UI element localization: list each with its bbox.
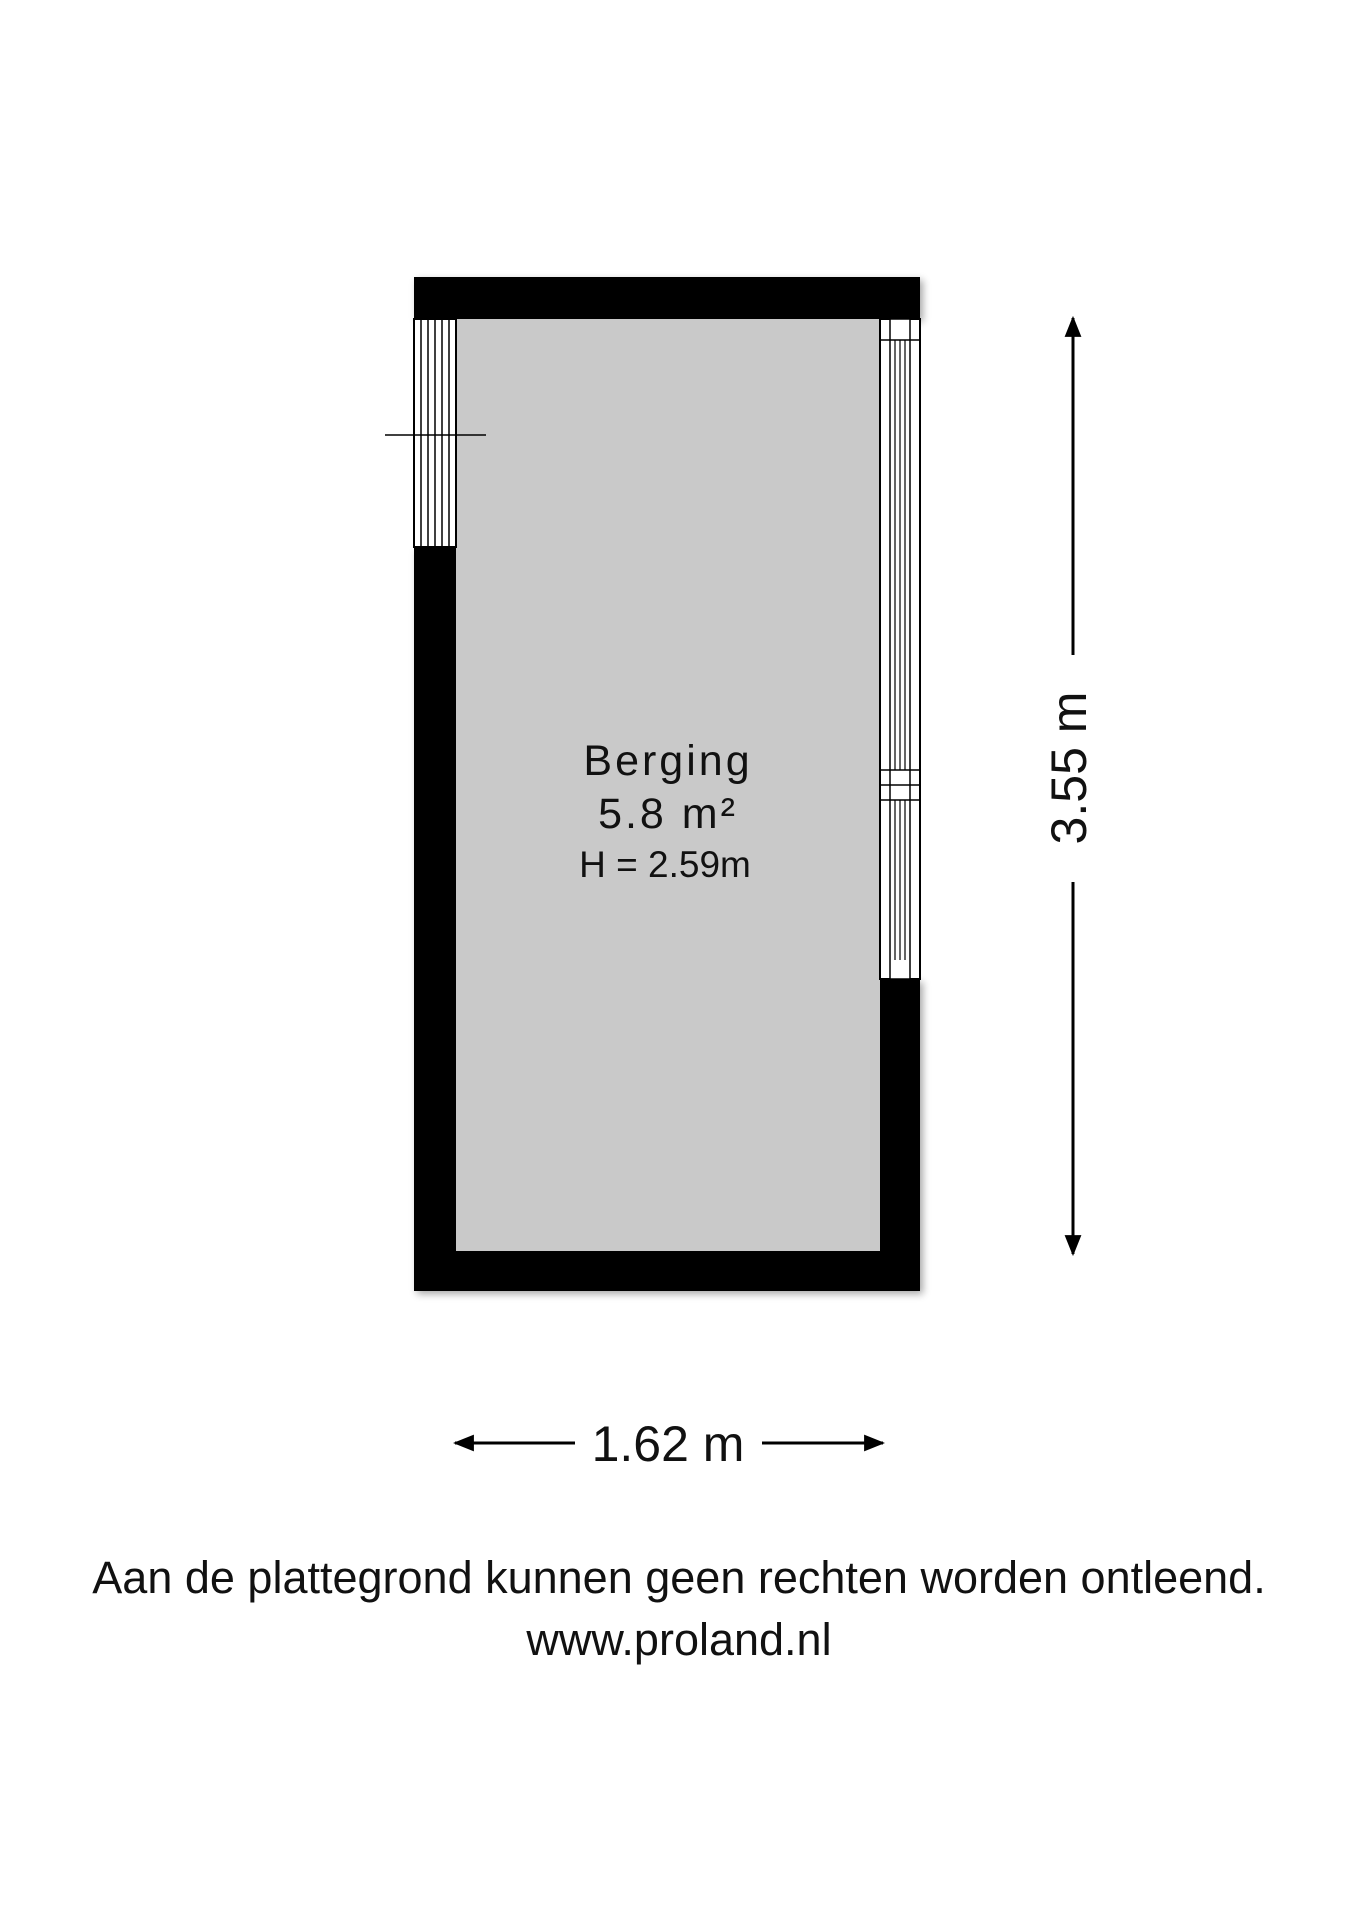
- length-dimension: [1041, 318, 1097, 1254]
- website-link[interactable]: www.proland.nl: [526, 1614, 832, 1665]
- window-right: [880, 319, 920, 979]
- room-area: 5.8 m²: [598, 790, 738, 838]
- wall-top: [414, 277, 920, 319]
- wall-bottom: [414, 1251, 920, 1291]
- length-label: 3.55 m: [1041, 691, 1098, 845]
- disclaimer-text: Aan de plattegrond kunnen geen rechten worden ontleend.: [92, 1552, 1266, 1603]
- width-dimension: [455, 1416, 883, 1472]
- room-name: Berging: [583, 737, 753, 785]
- width-label: 1.62 m: [591, 1416, 745, 1472]
- wall-right: [880, 979, 920, 1291]
- wall-left: [414, 547, 456, 1291]
- room-height: H = 2.59m: [579, 844, 751, 885]
- room-floor: [456, 319, 880, 1251]
